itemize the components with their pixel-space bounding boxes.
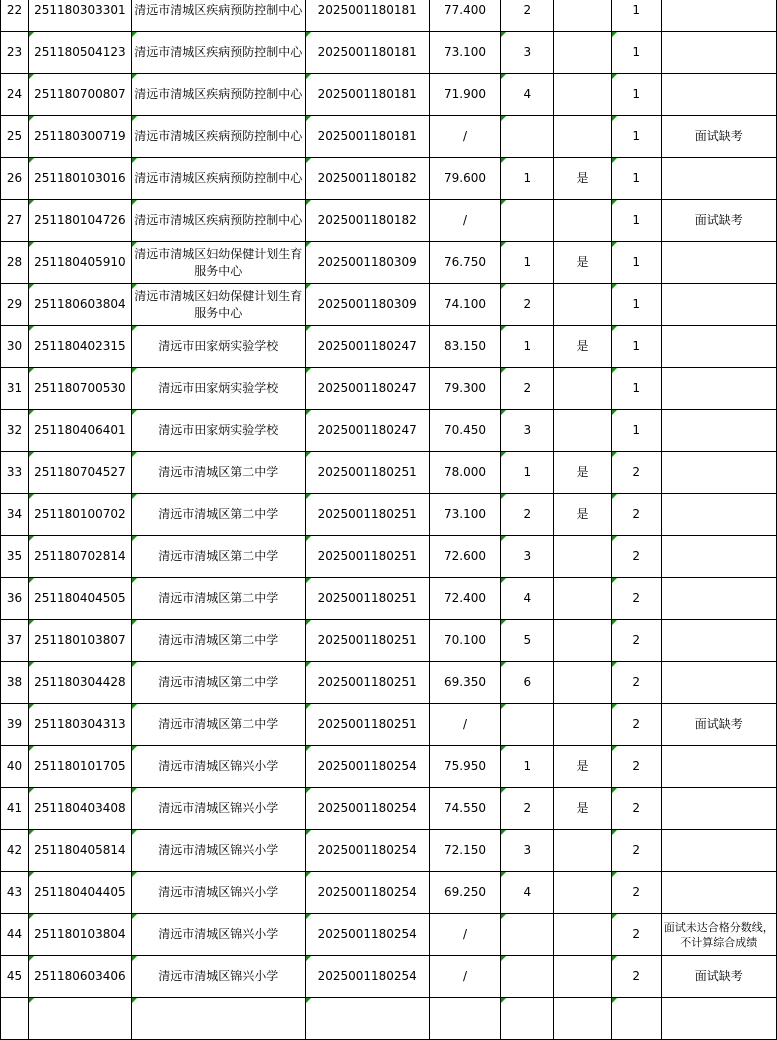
position-code-cell[interactable]: 2025001180251 [305,620,429,662]
table-row [1,74,777,116]
table-row [1,494,777,536]
admission-ticket-cell[interactable]: 251180603804 [28,284,131,326]
remarks-cell[interactable] [661,830,776,872]
position-code-cell[interactable]: 2025001180254 [305,914,429,956]
group-cell[interactable]: 1 [611,74,661,116]
physical-exam-cell[interactable] [554,200,612,242]
row-number-cell[interactable]: 25 [1,116,29,158]
table-row [1,746,777,788]
table-row [1,536,777,578]
position-code-cell[interactable]: 2025001180182 [305,158,429,200]
row-number-cell[interactable]: 41 [1,788,29,830]
admission-ticket-cell[interactable]: 251180405910 [28,242,131,284]
row-number-cell[interactable] [1,998,29,1040]
rank-cell[interactable]: 2 [501,284,554,326]
admission-ticket-cell[interactable]: 251180402315 [28,326,131,368]
remarks-cell[interactable] [661,578,776,620]
group-cell[interactable]: 1 [611,32,661,74]
score-cell[interactable]: 83.150 [429,326,501,368]
position-code-cell[interactable]: 2025001180181 [305,32,429,74]
rank-cell[interactable]: 3 [501,536,554,578]
row-number-cell[interactable]: 39 [1,704,29,746]
admission-ticket-cell[interactable]: 251180702814 [28,536,131,578]
physical-exam-cell[interactable]: 是 [554,158,612,200]
table-row [1,200,777,242]
score-cell[interactable]: 75.950 [429,746,501,788]
physical-exam-cell[interactable] [554,956,612,998]
row-number-cell[interactable]: 32 [1,410,29,452]
admission-ticket-cell[interactable]: 251180303301 [28,0,131,32]
score-cell[interactable]: 74.100 [429,284,501,326]
group-cell[interactable]: 1 [611,116,661,158]
remarks-cell[interactable]: 面试缺考 [661,200,776,242]
group-cell[interactable]: 2 [611,956,661,998]
row-number-cell[interactable]: 22 [1,0,29,32]
remarks-cell[interactable] [661,494,776,536]
physical-exam-cell[interactable]: 是 [554,788,612,830]
admission-ticket-cell[interactable]: 251180304428 [28,662,131,704]
row-number-cell[interactable]: 38 [1,662,29,704]
group-cell[interactable]: 2 [611,662,661,704]
rank-cell[interactable]: 4 [501,74,554,116]
row-number-cell[interactable]: 29 [1,284,29,326]
rank-cell[interactable]: 5 [501,620,554,662]
group-cell[interactable]: 2 [611,620,661,662]
remarks-cell[interactable] [661,74,776,116]
table-row [1,662,777,704]
group-cell[interactable]: 2 [611,746,661,788]
physical-exam-cell[interactable] [554,284,612,326]
group-cell[interactable]: 2 [611,494,661,536]
row-number-cell[interactable]: 37 [1,620,29,662]
table-row [1,0,777,32]
row-number-cell[interactable]: 28 [1,242,29,284]
physical-exam-cell[interactable]: 是 [554,494,612,536]
physical-exam-cell[interactable] [554,0,612,32]
score-cell[interactable]: 72.400 [429,578,501,620]
admission-ticket-cell[interactable]: 251180406401 [28,410,131,452]
remarks-cell[interactable] [661,872,776,914]
remarks-cell[interactable] [661,536,776,578]
group-cell[interactable]: 1 [611,242,661,284]
physical-exam-cell[interactable] [554,662,612,704]
group-cell[interactable]: 1 [611,0,661,32]
table-row [1,620,777,662]
score-cell[interactable]: / [429,956,501,998]
position-code-cell[interactable]: 2025001180309 [305,242,429,284]
table-row [1,32,777,74]
rank-cell[interactable]: 3 [501,32,554,74]
group-cell[interactable]: 1 [611,200,661,242]
remarks-cell[interactable] [661,788,776,830]
results-table-body [1,0,777,1040]
position-code-cell[interactable]: 2025001180247 [305,326,429,368]
score-cell[interactable]: 73.100 [429,494,501,536]
position-code-cell[interactable]: 2025001180182 [305,200,429,242]
employer-cell[interactable]: 清远市清城区锦兴小学 [131,830,305,872]
remarks-cell[interactable] [661,746,776,788]
score-cell[interactable]: 69.350 [429,662,501,704]
admission-ticket-cell[interactable]: 251180700530 [28,368,131,410]
position-code-cell[interactable]: 2025001180181 [305,0,429,32]
physical-exam-cell[interactable] [554,872,612,914]
group-cell[interactable]: 1 [611,410,661,452]
table-row [1,830,777,872]
score-cell[interactable]: 73.100 [429,32,501,74]
position-code-cell[interactable]: 2025001180309 [305,284,429,326]
group-cell[interactable] [611,998,661,1040]
position-code-cell[interactable]: 2025001180254 [305,788,429,830]
admission-ticket-cell[interactable]: 251180100702 [28,494,131,536]
group-cell[interactable]: 2 [611,452,661,494]
position-code-cell[interactable]: 2025001180254 [305,956,429,998]
rank-cell[interactable]: 3 [501,410,554,452]
table-row [1,956,777,998]
rank-cell[interactable] [501,704,554,746]
score-cell[interactable]: 69.250 [429,872,501,914]
admission-ticket-cell[interactable]: 251180704527 [28,452,131,494]
admission-ticket-cell[interactable]: 251180300719 [28,116,131,158]
position-code-cell[interactable]: 2025001180254 [305,746,429,788]
employer-cell[interactable]: 清远市清城区疾病预防控制中心 [131,74,305,116]
position-code-cell[interactable]: 2025001180251 [305,494,429,536]
row-number-cell[interactable]: 27 [1,200,29,242]
group-cell[interactable]: 2 [611,536,661,578]
physical-exam-cell[interactable] [554,704,612,746]
physical-exam-cell[interactable] [554,74,612,116]
remarks-cell[interactable] [661,998,776,1040]
rank-cell[interactable] [501,914,554,956]
rank-cell[interactable]: 3 [501,830,554,872]
employer-cell[interactable]: 清远市清城区第二中学 [131,662,305,704]
position-code-cell[interactable]: 2025001180247 [305,410,429,452]
rank-cell[interactable]: 4 [501,578,554,620]
score-cell[interactable]: 79.600 [429,158,501,200]
position-code-cell[interactable]: 2025001180254 [305,872,429,914]
row-number-cell[interactable]: 34 [1,494,29,536]
table-row [1,452,777,494]
admission-ticket-cell[interactable]: 251180101705 [28,746,131,788]
row-number-cell[interactable]: 36 [1,578,29,620]
remarks-cell[interactable] [661,662,776,704]
employer-cell[interactable]: 清远市清城区锦兴小学 [131,788,305,830]
table-row [1,704,777,746]
rank-cell[interactable] [501,956,554,998]
group-cell[interactable]: 2 [611,914,661,956]
employer-cell[interactable]: 清远市清城区第二中学 [131,452,305,494]
employer-cell[interactable]: 清远市清城区疾病预防控制中心 [131,32,305,74]
remarks-cell[interactable]: 面试未达合格分数线，不计算综合成绩 [661,914,776,956]
group-cell[interactable]: 2 [611,578,661,620]
remarks-cell[interactable] [661,620,776,662]
admission-ticket-cell[interactable]: 251180404505 [28,578,131,620]
group-cell[interactable]: 2 [611,704,661,746]
table-row [1,242,777,284]
rank-cell[interactable]: 1 [501,242,554,284]
physical-exam-cell[interactable]: 是 [554,326,612,368]
admission-ticket-cell[interactable]: 251180700807 [28,74,131,116]
position-code-cell[interactable]: 2025001180181 [305,74,429,116]
rank-cell[interactable] [501,116,554,158]
position-code-cell[interactable]: 2025001180251 [305,578,429,620]
employer-cell[interactable]: 清远市清城区疾病预防控制中心 [131,116,305,158]
employer-cell[interactable]: 清远市清城区第二中学 [131,704,305,746]
position-code-cell[interactable]: 2025001180251 [305,536,429,578]
position-code-cell[interactable] [305,998,429,1040]
table-row [1,914,777,956]
row-number-cell[interactable]: 31 [1,368,29,410]
row-number-cell[interactable]: 26 [1,158,29,200]
row-number-cell[interactable]: 24 [1,74,29,116]
rank-cell[interactable]: 6 [501,662,554,704]
table-row [1,284,777,326]
group-cell[interactable]: 1 [611,284,661,326]
table-row [1,578,777,620]
score-cell[interactable]: 79.300 [429,368,501,410]
employer-cell[interactable]: 清远市清城区锦兴小学 [131,872,305,914]
group-cell[interactable]: 2 [611,788,661,830]
table-row [1,116,777,158]
physical-exam-cell[interactable] [554,830,612,872]
employer-cell[interactable]: 清远市田家炳实验学校 [131,410,305,452]
remarks-cell[interactable] [661,284,776,326]
physical-exam-cell[interactable] [554,578,612,620]
remarks-cell[interactable] [661,410,776,452]
score-cell[interactable]: 78.000 [429,452,501,494]
admission-ticket-cell[interactable]: 251180504123 [28,32,131,74]
table-row [1,326,777,368]
rank-cell[interactable]: 1 [501,452,554,494]
physical-exam-cell[interactable]: 是 [554,452,612,494]
rank-cell[interactable]: 2 [501,368,554,410]
score-cell[interactable]: 74.550 [429,788,501,830]
remarks-cell[interactable] [661,158,776,200]
position-code-cell[interactable]: 2025001180251 [305,662,429,704]
row-number-cell[interactable]: 33 [1,452,29,494]
admission-ticket-cell[interactable]: 251180403408 [28,788,131,830]
physical-exam-cell[interactable] [554,536,612,578]
physical-exam-cell[interactable] [554,410,612,452]
employer-cell[interactable]: 清远市清城区第二中学 [131,494,305,536]
employer-cell[interactable]: 清远市清城区第二中学 [131,620,305,662]
admission-ticket-cell[interactable]: 251180103804 [28,914,131,956]
score-cell[interactable]: 71.900 [429,74,501,116]
admission-ticket-cell[interactable]: 251180104726 [28,200,131,242]
employer-cell[interactable] [131,998,305,1040]
admission-ticket-cell[interactable]: 251180103807 [28,620,131,662]
admission-ticket-cell[interactable]: 251180304313 [28,704,131,746]
position-code-cell[interactable]: 2025001180251 [305,704,429,746]
admission-ticket-cell[interactable]: 251180603406 [28,956,131,998]
remarks-cell[interactable]: 面试缺考 [661,704,776,746]
physical-exam-cell[interactable]: 是 [554,242,612,284]
remarks-cell[interactable] [661,368,776,410]
rank-cell[interactable]: 2 [501,494,554,536]
rank-cell[interactable]: 1 [501,746,554,788]
group-cell[interactable]: 2 [611,830,661,872]
employer-cell[interactable]: 清远市清城区锦兴小学 [131,956,305,998]
remarks-cell[interactable]: 面试缺考 [661,956,776,998]
score-cell[interactable]: / [429,116,501,158]
group-cell[interactable]: 1 [611,158,661,200]
physical-exam-cell[interactable]: 是 [554,746,612,788]
remarks-cell[interactable] [661,0,776,32]
admission-ticket-cell[interactable]: 251180404405 [28,872,131,914]
score-cell[interactable]: 76.750 [429,242,501,284]
admission-ticket-cell[interactable]: 251180405814 [28,830,131,872]
employer-cell[interactable]: 清远市清城区第二中学 [131,536,305,578]
rank-cell[interactable]: 2 [501,0,554,32]
position-code-cell[interactable]: 2025001180181 [305,116,429,158]
remarks-cell[interactable]: 面试缺考 [661,116,776,158]
employer-cell[interactable]: 清远市清城区锦兴小学 [131,746,305,788]
employer-cell[interactable]: 清远市清城区妇幼保健计划生育服务中心 [131,284,305,326]
rank-cell[interactable]: 1 [501,158,554,200]
physical-exam-cell[interactable] [554,116,612,158]
row-number-cell[interactable]: 23 [1,32,29,74]
score-cell[interactable]: / [429,704,501,746]
table-row [1,410,777,452]
position-code-cell[interactable]: 2025001180247 [305,368,429,410]
physical-exam-cell[interactable] [554,32,612,74]
table-row [1,158,777,200]
physical-exam-cell[interactable] [554,620,612,662]
row-number-cell[interactable]: 45 [1,956,29,998]
score-cell[interactable]: 77.400 [429,0,501,32]
score-cell[interactable]: 72.150 [429,830,501,872]
table-row [1,788,777,830]
row-number-cell[interactable]: 30 [1,326,29,368]
score-cell[interactable]: / [429,914,501,956]
remarks-cell[interactable] [661,452,776,494]
row-number-cell[interactable]: 44 [1,914,29,956]
rank-cell[interactable]: 4 [501,872,554,914]
employer-cell[interactable]: 清远市清城区第二中学 [131,578,305,620]
row-number-cell[interactable]: 35 [1,536,29,578]
table-row [1,998,777,1040]
score-cell[interactable]: / [429,200,501,242]
employer-cell[interactable]: 清远市田家炳实验学校 [131,368,305,410]
score-cell[interactable]: 70.450 [429,410,501,452]
physical-exam-cell[interactable] [554,914,612,956]
admission-ticket-cell[interactable]: 251180103016 [28,158,131,200]
score-cell[interactable] [429,998,501,1040]
employer-cell[interactable]: 清远市清城区疾病预防控制中心 [131,158,305,200]
physical-exam-cell[interactable] [554,998,612,1040]
row-number-cell[interactable]: 40 [1,746,29,788]
group-cell[interactable]: 2 [611,872,661,914]
employer-cell[interactable]: 清远市清城区妇幼保健计划生育服务中心 [131,242,305,284]
employer-cell[interactable]: 清远市清城区疾病预防控制中心 [131,0,305,32]
remarks-cell[interactable] [661,326,776,368]
admission-ticket-cell[interactable] [28,998,131,1040]
row-number-cell[interactable]: 42 [1,830,29,872]
position-code-cell[interactable]: 2025001180254 [305,830,429,872]
physical-exam-cell[interactable] [554,368,612,410]
remarks-cell[interactable] [661,32,776,74]
score-cell[interactable]: 70.100 [429,620,501,662]
score-cell[interactable]: 72.600 [429,536,501,578]
employer-cell[interactable]: 清远市清城区疾病预防控制中心 [131,200,305,242]
employer-cell[interactable]: 清远市清城区锦兴小学 [131,914,305,956]
table-row [1,872,777,914]
remarks-cell[interactable] [661,242,776,284]
position-code-cell[interactable]: 2025001180251 [305,452,429,494]
table-row [1,368,777,410]
row-number-cell[interactable]: 43 [1,872,29,914]
rank-cell[interactable] [501,998,554,1040]
rank-cell[interactable] [501,200,554,242]
rank-cell[interactable]: 1 [501,326,554,368]
group-cell[interactable]: 1 [611,368,661,410]
rank-cell[interactable]: 2 [501,788,554,830]
employer-cell[interactable]: 清远市田家炳实验学校 [131,326,305,368]
group-cell[interactable]: 1 [611,326,661,368]
